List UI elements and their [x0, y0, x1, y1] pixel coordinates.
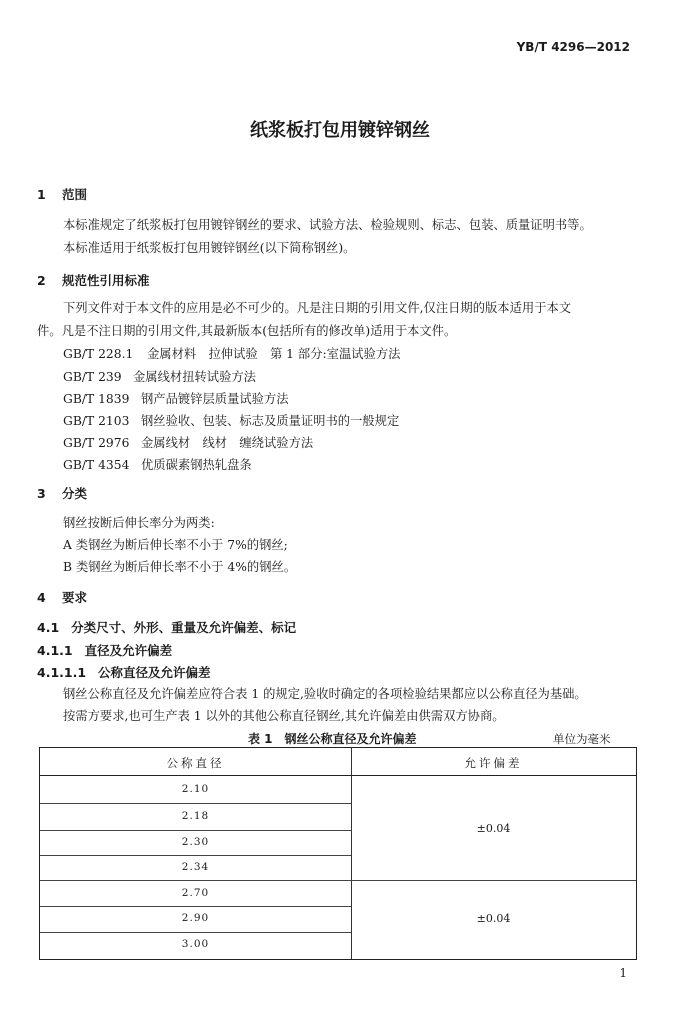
row-divider — [40, 906, 351, 907]
paragraph: 下列文件对于本文件的应用是必不可少的。凡是注日期的引用文件,仅注日期的版本适用于本文 — [63, 301, 572, 315]
section-title: 公称直径及允许偏差 — [98, 665, 211, 680]
table-cell-diameter: 2.10 — [181, 783, 210, 795]
paragraph: 按需方要求,也可生产表 1 以外的其他公称直径钢丝,其允许偏差由供需双方协商。 — [63, 709, 505, 723]
section-title: 要求 — [62, 590, 88, 605]
section-title: 范围 — [62, 187, 88, 202]
reference-code: GB/T 239 — [63, 370, 122, 384]
section-1-heading — [37, 185, 87, 203]
reference-code: GB/T 228.1 — [63, 347, 134, 361]
reference-item — [63, 389, 289, 407]
paragraph: 钢丝按断后伸长率分为两类: — [63, 516, 215, 530]
reference-item — [63, 433, 313, 451]
column-divider — [351, 748, 352, 959]
table-cell-diameter: 2.18 — [181, 810, 210, 822]
section-number: 2 — [37, 273, 46, 288]
reference-item — [63, 367, 256, 385]
reference-title: 钢产品镀锌层质量试验方法 — [141, 392, 289, 406]
header-diameter: 公称直径 — [166, 756, 225, 770]
reference-code: GB/T 2976 — [63, 436, 130, 450]
table-cell-diameter: 3.00 — [181, 938, 210, 950]
header-divider — [40, 775, 636, 776]
table-cell-diameter: 2.70 — [181, 887, 210, 899]
table-cell-tolerance: ±0.04 — [476, 912, 511, 925]
section-title: 分类尺寸、外形、重量及允许偏差、标记 — [71, 620, 297, 635]
reference-item — [63, 411, 399, 429]
section-2-heading — [37, 271, 150, 289]
reference-title: 钢丝验收、包装、标志及质量证明书的一般规定 — [141, 414, 400, 428]
section-4-heading — [37, 588, 87, 606]
standard-code: YB/T 4296—2012 — [516, 40, 630, 54]
table-cell-tolerance: ±0.04 — [476, 822, 511, 835]
paragraph: 钢丝公称直径及允许偏差应符合表 1 的规定,验收时确定的各项检验结果都应以公称直径为基础。 — [63, 687, 587, 701]
page-number: 1 — [619, 966, 627, 980]
reference-item — [63, 455, 252, 473]
table-cell-diameter: 2.30 — [181, 836, 210, 848]
row-divider — [40, 855, 351, 856]
row-divider — [40, 880, 636, 881]
table-unit: 单位为毫米 — [553, 732, 611, 746]
reference-code: GB/T 4354 — [63, 458, 130, 472]
document-title: 纸浆板打包用镀锌钢丝 — [250, 120, 430, 141]
table-cell-diameter: 2.34 — [181, 861, 210, 873]
paragraph: B 类钢丝为断后伸长率不小于 4%的钢丝。 — [63, 560, 297, 574]
reference-title: 优质碳素钢热轧盘条 — [141, 458, 252, 472]
reference-title: 金属线材 线材 缠绕试验方法 — [141, 436, 314, 450]
section-number: 4 — [37, 590, 46, 605]
paragraph: 本标准适用于纸浆板打包用镀锌钢丝(以下简称钢丝)。 — [63, 241, 356, 255]
section-number: 4.1.1.1 — [37, 665, 87, 680]
reference-title: 金属线材扭转试验方法 — [133, 370, 256, 384]
section-number: 4.1.1 — [37, 643, 73, 658]
reference-title: 金属材料 拉伸试验 第 1 部分:室温试验方法 — [147, 347, 401, 361]
section-3-heading — [37, 484, 87, 502]
header-tolerance: 允许偏差 — [464, 756, 523, 770]
section-title: 规范性引用标准 — [62, 273, 150, 288]
section-number: 1 — [37, 187, 46, 202]
row-divider — [40, 830, 351, 831]
section-number: 4.1 — [37, 620, 60, 635]
table-caption: 表 1 钢丝公称直径及允许偏差 — [248, 732, 417, 746]
paragraph: 本标准规定了纸浆板打包用镀锌钢丝的要求、试验方法、检验规则、标志、包装、质量证明书等。 — [63, 218, 592, 232]
paragraph: A 类钢丝为断后伸长率不小于 7%的钢丝; — [63, 538, 288, 552]
reference-code: GB/T 1839 — [63, 392, 130, 406]
diameter-tolerance-table — [39, 747, 637, 960]
section-title: 直径及允许偏差 — [84, 643, 173, 658]
section-title: 分类 — [62, 486, 88, 501]
subsection-4-1-1-1-heading — [37, 663, 211, 681]
reference-code: GB/T 2103 — [63, 414, 130, 428]
table-cell-diameter: 2.90 — [181, 912, 210, 924]
row-divider — [40, 803, 351, 804]
subsection-4-1-heading — [37, 618, 296, 636]
reference-item — [63, 344, 400, 362]
section-number: 3 — [37, 486, 46, 501]
paragraph-continuation: 件。凡是不注日期的引用文件,其最新版本(包括所有的修改单)适用于本文件。 — [37, 324, 457, 338]
subsection-4-1-1-heading — [37, 641, 172, 659]
row-divider — [40, 932, 351, 933]
